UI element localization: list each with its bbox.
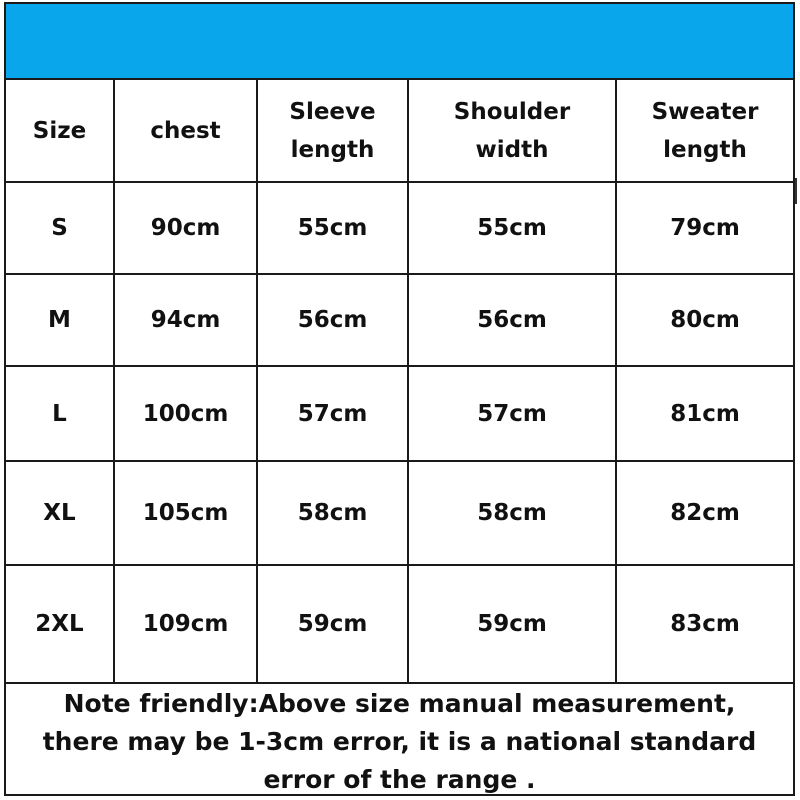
cell-size: L [6,366,114,461]
cell-size: M [6,274,114,366]
cell-sleeve-length: 57cm [257,366,408,461]
cell-shoulder-width: 55cm [408,182,616,274]
cell-shoulder-width: 57cm [408,366,616,461]
measurement-note [6,685,793,794]
cell-sleeve-length: 55cm [257,182,408,274]
note-line-3: error of the range . [263,765,536,794]
cell-sweater-length: 83cm [616,565,793,683]
table-row [6,182,793,274]
note-line-1: Note friendly:Above size manual measurement, [63,689,736,718]
header-sleeve-length [257,80,408,182]
cell-shoulder-width: 59cm [408,565,616,683]
cell-chest: 94cm [114,274,257,366]
header-sleeve-length-label: Sleeve length [289,98,376,163]
header-color-bar [6,4,793,80]
cell-chest: 109cm [114,565,257,683]
header-shoulder-width-label: Shoulder width [453,98,571,163]
size-table [6,80,793,684]
header-size: Size [6,80,114,182]
cell-shoulder-width: 58cm [408,461,616,565]
cell-size: XL [6,461,114,565]
table-row [6,565,793,683]
note-line-2: there may be 1-3cm error, it is a national standard [42,727,757,756]
header-shoulder-width [408,80,616,182]
cell-sleeve-length: 59cm [257,565,408,683]
cell-sweater-length: 82cm [616,461,793,565]
cell-sweater-length: 79cm [616,182,793,274]
text-cursor [795,178,797,204]
cell-sweater-length: 80cm [616,274,793,366]
header-chest: chest [114,80,257,182]
cell-chest: 100cm [114,366,257,461]
cell-chest: 90cm [114,182,257,274]
table-row [6,366,793,461]
cell-sleeve-length: 56cm [257,274,408,366]
table-header-row [6,80,793,182]
cell-shoulder-width: 56cm [408,274,616,366]
cell-sleeve-length: 58cm [257,461,408,565]
header-sweater-length [616,80,793,182]
size-chart [4,2,795,796]
cell-sweater-length: 81cm [616,366,793,461]
table-row [6,461,793,565]
table-row [6,274,793,366]
cell-size: S [6,182,114,274]
cell-size: 2XL [6,565,114,683]
header-sweater-length-label: Sweater length [651,98,759,163]
cell-chest: 105cm [114,461,257,565]
